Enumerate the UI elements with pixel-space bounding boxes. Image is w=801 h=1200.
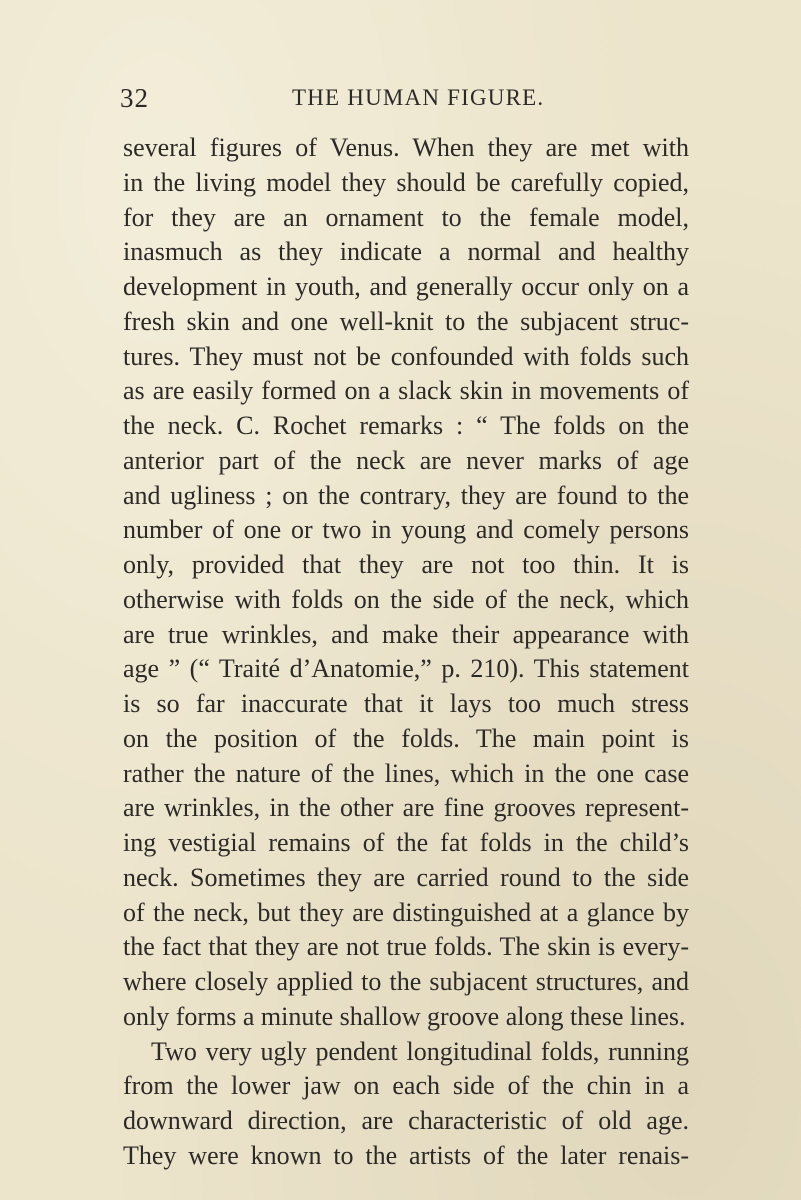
- text-line: tures. They must not be confounded with folds such: [123, 341, 689, 371]
- text-line: development in youth, and generally occur only on a: [123, 272, 689, 301]
- text-line: in the living model they should be carefully copied,: [123, 167, 689, 197]
- text-line: number of one or two in young and comely persons: [123, 515, 689, 545]
- text-line: for they are an ornament to the female model,: [123, 202, 689, 232]
- text-line: from the lower jaw on each side of the chin in a: [123, 1071, 689, 1101]
- text-line: anterior part of the neck are never marks of age: [123, 445, 689, 475]
- running-head: [120, 83, 680, 113]
- text-line: otherwise with folds on the side of the neck, which: [123, 584, 689, 614]
- text-line: are wrinkles, in the other are fine grooves represent-: [123, 793, 689, 823]
- text-line: inasmuch as they indicate a normal and healthy: [123, 237, 689, 267]
- text-line: are true wrinkles, and make their appearance with: [123, 619, 689, 649]
- text-line: only, provided that they are not too thin. It is: [123, 550, 689, 579]
- body-text: [123, 131, 689, 1174]
- text-line: several figures of Venus. When they are met with: [123, 133, 689, 162]
- text-line: of the neck, but they are distinguished at a glance by: [123, 897, 689, 927]
- text-line: the fact that they are not true folds. The skin is every-: [123, 932, 689, 962]
- text-line: ing vestigial remains of the fat folds in the child’s: [123, 828, 689, 857]
- text-line: as are easily formed on a slack skin in movements of: [123, 376, 689, 406]
- text-line: only forms a minute shallow groove along these lines.: [123, 1001, 686, 1031]
- text-line: the neck. C. Rochet remarks : “ The folds on the: [123, 411, 689, 440]
- text-line: rather the nature of the lines, which in the one case: [123, 758, 689, 788]
- text-line: age ” (“ Traité d’Anatomie,” p. 210). This statement: [123, 654, 689, 684]
- text-line: Two very ugly pendent longitudinal folds, running: [151, 1036, 689, 1066]
- text-line: on the position of the folds. The main point is: [123, 723, 689, 753]
- text-line: and ugliness ; on the contrary, they are found to the: [123, 480, 689, 510]
- text-line: fresh skin and one well-knit to the subjacent struc-: [123, 306, 689, 336]
- text-line: neck. Sometimes they are carried round to the side: [123, 862, 689, 892]
- text-line: is so far inaccurate that it lays too much stress: [123, 689, 689, 718]
- text-line: downward direction, are characteristic of old age.: [123, 1106, 689, 1135]
- running-head-title: THE HUMAN FIGURE.: [292, 85, 545, 110]
- page-number: 32: [120, 83, 149, 113]
- text-line: They were known to the artists of the later renais-: [123, 1140, 689, 1170]
- text-line: where closely applied to the subjacent structures, and: [123, 967, 689, 996]
